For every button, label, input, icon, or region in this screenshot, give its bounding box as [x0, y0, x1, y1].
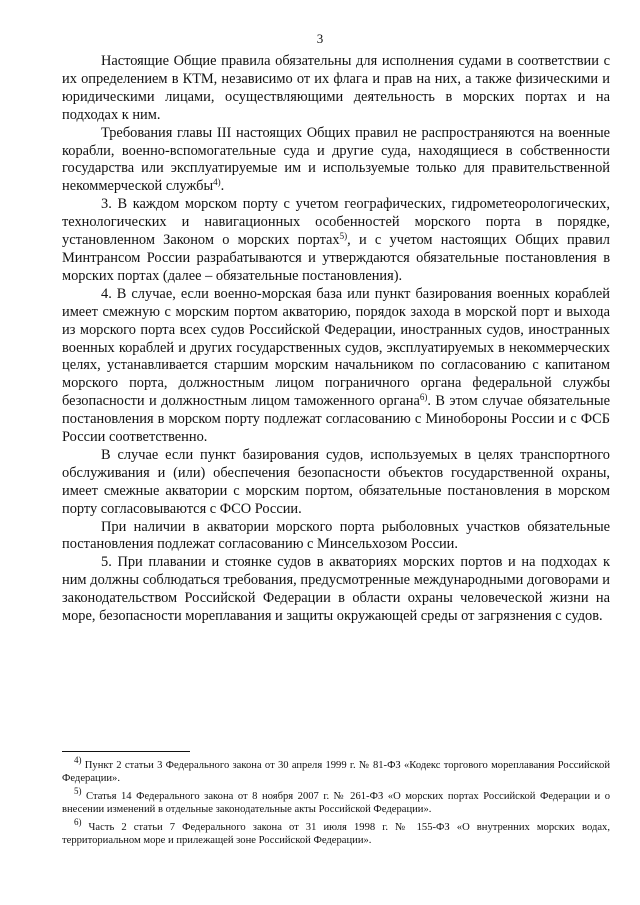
- footnote-ref: 4): [213, 177, 221, 188]
- paragraph: [62, 554, 610, 626]
- paragraph: [62, 196, 610, 286]
- footnote-text: Статья 14 Федерального закона от 8 ноября 2007 г. № 261-ФЗ «О морских портах Российской Федерации и о внесении изменений в отдельные законодательные акты Российской Федерации».: [62, 790, 610, 816]
- paragraph-text: 3. В каждом морском порту с учетом географических, гидрометеорологических, технологических и навигационных особенностей морского порта в порядке, установленном Законом о морских портах: [62, 196, 610, 249]
- paragraph-text-tail: , и с учетом настоящих Общих правил Минтрансом России разрабатываются и утверждаются обязательные постановления в морских портах (далее – обязательные постановления).: [62, 232, 610, 284]
- paragraph-text-tail: . В этом случае обязательные постановления в морском порту подлежат согласованию с Минобороны России и с ФСБ России соответственно.: [62, 393, 610, 446]
- paragraph: [62, 286, 610, 447]
- footnote-mark: 6): [74, 816, 82, 827]
- paragraph-text: Настоящие Общие правила обязательны для исполнения судами в соответствии с их определением в КТМ, независимо от их флага и прав на них, а также физическими и юридическими лицами, осуществляющими деятельность в морских портах и на подходах к ним.: [62, 53, 610, 123]
- paragraph: [62, 53, 610, 125]
- footnote: [62, 785, 610, 817]
- page-number: 3: [316, 31, 324, 46]
- paragraph: [62, 125, 610, 197]
- footnote-mark: 5): [74, 785, 82, 796]
- paragraph-text: 4. В случае, если военно-морская база или пункт базирования военных кораблей имеет смежную с морским портом акваторию, порядок захода в морской порт и выхода из морского порта всех судов Российской Федерации, иностранных судов, иностранных военных кораблей и других государственных судов, эксплуатируемых в некоммерческих целях, устанавливается старшим морским начальником по согласованию с капитаном морского порта, должностным лицом пограничного органа федеральной службы безопасности и должностным лицом таможенного органа: [62, 285, 610, 410]
- paragraph: [62, 447, 610, 519]
- footnote-divider: [62, 751, 190, 752]
- footnotes: [62, 755, 610, 851]
- footnote-ref: 6): [419, 392, 428, 403]
- footnote-ref: 5): [339, 231, 348, 242]
- paragraph-text: В случае если пункт базирования судов, используемых в целях транспортного обслуживания и (или) обеспечения безопасности объектов государственной охраны, имеет смежные акватории с морским портом, обязательные постановления в морском порту согласовываются с ФСО России.: [62, 446, 610, 517]
- footnote-mark: 4): [74, 755, 82, 765]
- footnote-text: Пункт 2 статьи 3 Федерального закона от 30 апреля 1999 г. № 81-ФЗ «Кодекс торгового мореплавания Российской Федерации».: [62, 760, 610, 785]
- paragraph-text: 5. При плавании и стоянке судов в акваториях морских портов и на подходах к ним должны соблюдаться требования, предусмотренные международными договорами и законодательством Российской Федерации в области охраны человеческой жизни на море, безопасности мореплавания и защиты окружающей среды от загрязнения с судов.: [62, 554, 610, 625]
- footnote: [62, 755, 610, 786]
- body-text: [62, 53, 610, 626]
- paragraph-text: При наличии в акватории морского порта рыболовных участков обязательные постановления подлежат согласованию с Минсельхозом России.: [62, 518, 610, 553]
- paragraph: [62, 519, 610, 555]
- paragraph-text: Требования главы III настоящих Общих правил не распространяются на военные корабли, военно-вспомогательные суда и другие суда, находящиеся в собственности государства или эксплуатируемые им и используемые только для правительственной некоммерческой службы: [62, 124, 610, 195]
- footnote: [62, 816, 610, 848]
- footnote-text: Часть 2 статьи 7 Федерального закона от 31 июля 1998 г. № 155-ФЗ «О внутренних морских водах, территориальном море и прилежащей зоне Российской Федерации».: [62, 821, 610, 847]
- paragraph-text-tail: .: [220, 178, 225, 195]
